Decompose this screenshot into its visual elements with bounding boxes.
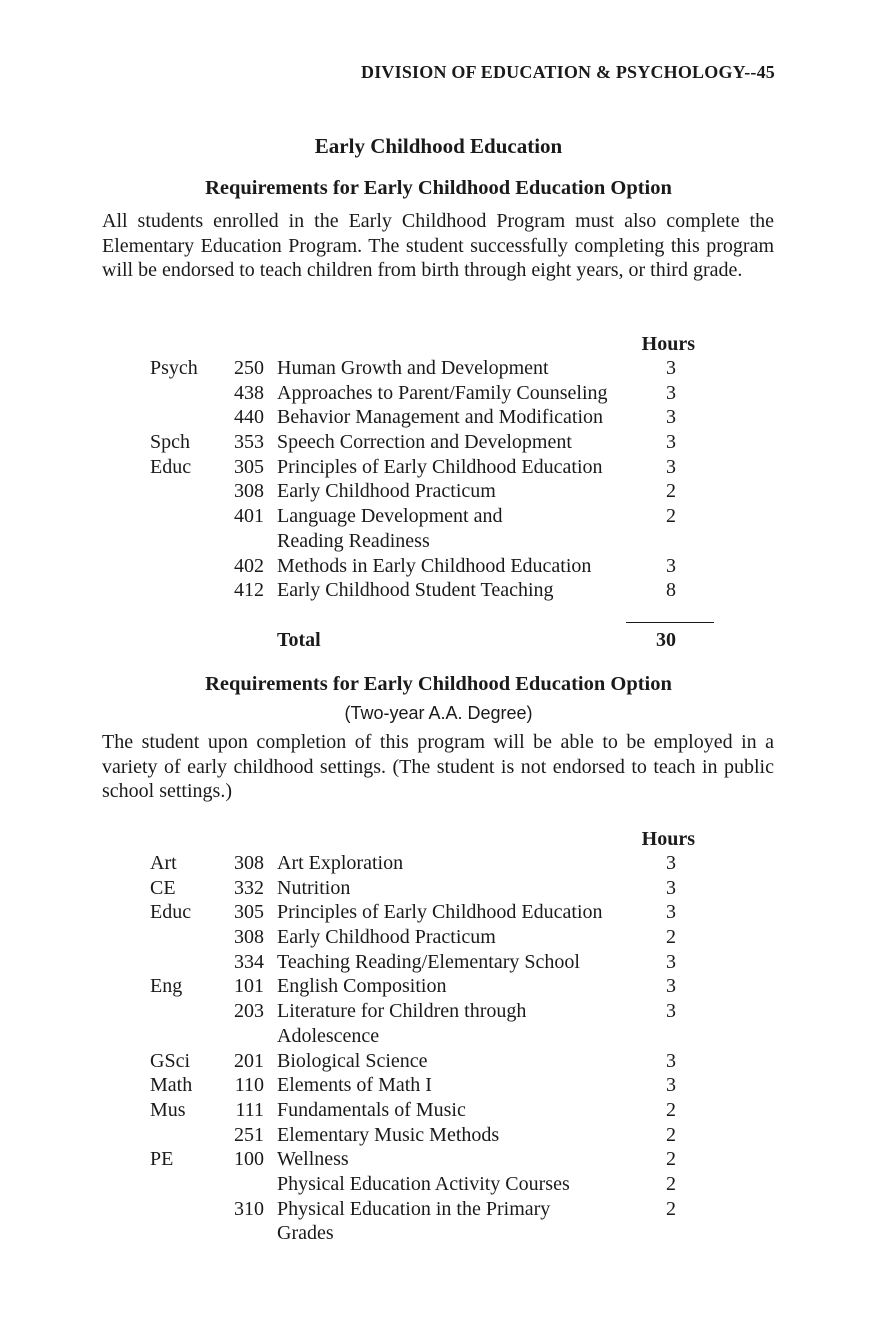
option1-title: Requirements for Early Childhood Education Option: [205, 177, 672, 199]
course-row: [0, 999, 883, 1024]
course-hours: 3: [666, 1000, 676, 1023]
course-row: [0, 1172, 883, 1197]
course-hours: 2: [666, 1148, 676, 1171]
course-number: 110: [234, 1074, 264, 1097]
course-number: 334: [234, 950, 264, 973]
course-hours: 2: [666, 1197, 676, 1220]
course-row: [0, 356, 883, 381]
course-title: Approaches to Parent/Family Counseling: [277, 381, 608, 404]
course-title: Principles of Early Childhood Education: [277, 901, 603, 924]
course-row: [0, 430, 883, 455]
course-number: 251: [234, 1123, 264, 1146]
course-row-continuation: [0, 529, 883, 554]
course-row: [0, 578, 883, 603]
option2-title: Requirements for Early Childhood Education Option: [205, 673, 672, 695]
course-dept: GSci: [150, 1049, 190, 1072]
course-title: Physical Education in the Primary: [277, 1197, 551, 1220]
course-hours: 3: [666, 1049, 676, 1072]
course-row: [0, 554, 883, 579]
course-row-continuation: [0, 1024, 883, 1049]
course-row: [0, 1049, 883, 1074]
course-title-continued: Grades: [277, 1222, 334, 1245]
course-number: 201: [234, 1049, 264, 1072]
course-hours: 8: [666, 579, 676, 602]
running-head: DIVISION OF EDUCATION & PSYCHOLOGY--45: [361, 62, 775, 82]
course-hours: 3: [666, 431, 676, 454]
course-hours: 3: [666, 950, 676, 973]
course-title: Elements of Math I: [277, 1074, 432, 1097]
course-row: [0, 900, 883, 925]
course-row-continuation: [0, 1221, 883, 1246]
course-dept: Art: [150, 852, 177, 874]
option2-description: The student upon completion of this program will be able to be employed in a variety of early childhood settings. (The student is not endorsed to teach in public school settings.): [102, 731, 774, 803]
course-hours: 3: [666, 852, 676, 874]
course-hours: 3: [666, 357, 676, 379]
course-hours: 3: [666, 406, 676, 429]
course-title: Wellness: [277, 1148, 349, 1171]
course-hours: 3: [666, 876, 676, 899]
course-number: 101: [234, 975, 264, 998]
course-number: 310: [234, 1197, 264, 1220]
course-hours: 3: [666, 1074, 676, 1097]
course-number: 308: [234, 480, 264, 503]
course-number: 305: [234, 455, 264, 478]
option1-total-label: Total: [277, 629, 321, 651]
course-dept: Eng: [150, 975, 183, 998]
course-number: 308: [234, 926, 264, 949]
option1-description: All students enrolled in the Early Childhood Program must also complete the Elementary Education Program. The student successfully completing this program will be endorsed to teach children from birth through eight years, or third grade.: [102, 210, 774, 282]
course-title: Speech Correction and Development: [277, 431, 572, 454]
course-number: 353: [234, 431, 264, 454]
course-number: 250: [234, 357, 264, 379]
course-dept: Psych: [150, 357, 198, 379]
course-row: [0, 1147, 883, 1172]
course-hours: 3: [666, 554, 676, 577]
course-title: Behavior Management and Modification: [277, 406, 604, 429]
course-title: Physical Education Activity Courses: [277, 1172, 570, 1195]
section-title: Early Childhood Education: [314, 134, 563, 158]
course-number: 100: [234, 1148, 264, 1171]
course-number: 402: [234, 554, 264, 577]
course-hours: 2: [666, 1123, 676, 1146]
course-title: Methods in Early Childhood Education: [277, 554, 592, 577]
course-hours: 3: [666, 901, 676, 924]
course-dept: Educ: [150, 455, 192, 478]
course-row: [0, 405, 883, 430]
course-row: [0, 504, 883, 529]
option2-course-table: [0, 851, 883, 1246]
course-number: 332: [234, 876, 264, 899]
course-dept: PE: [150, 1148, 174, 1171]
course-number: 438: [234, 381, 264, 404]
course-number: 203: [234, 1000, 264, 1023]
course-title: English Composition: [277, 975, 447, 998]
course-title: Fundamentals of Music: [277, 1098, 466, 1121]
course-title: Early Childhood Student Teaching: [277, 579, 554, 602]
course-title: Elementary Music Methods: [277, 1123, 500, 1146]
course-title: Nutrition: [277, 876, 351, 899]
option2-subtitle: (Two-year A.A. Degree): [344, 703, 533, 723]
course-dept: Educ: [150, 901, 192, 924]
course-title: Biological Science: [277, 1049, 428, 1072]
course-hours: 2: [666, 1098, 676, 1121]
course-hours: 2: [666, 480, 676, 503]
option1-hours-header: Hours: [641, 333, 695, 355]
course-hours: 3: [666, 975, 676, 998]
course-number: 111: [235, 1098, 264, 1121]
course-hours: 3: [666, 455, 676, 478]
course-row: [0, 479, 883, 504]
course-row: [0, 1197, 883, 1222]
course-number: 440: [234, 406, 264, 429]
course-title: Teaching Reading/Elementary School: [277, 950, 580, 973]
course-dept: Spch: [150, 431, 190, 454]
option1-course-table: [0, 356, 883, 603]
course-row: [0, 1123, 883, 1148]
course-hours: 2: [666, 926, 676, 949]
course-title-continued: Reading Readiness: [277, 529, 430, 552]
course-title: Early Childhood Practicum: [277, 926, 496, 949]
course-row: [0, 1098, 883, 1123]
course-row: [0, 1073, 883, 1098]
course-hours: 3: [666, 381, 676, 404]
course-hours: 2: [666, 505, 676, 528]
course-title: Principles of Early Childhood Education: [277, 455, 603, 478]
course-row: [0, 455, 883, 480]
course-dept: CE: [150, 876, 176, 899]
course-row: [0, 925, 883, 950]
total-rule: [626, 622, 714, 623]
course-row: [0, 851, 883, 876]
course-number: 308: [234, 852, 264, 874]
course-title: Art Exploration: [277, 852, 404, 874]
course-number: 401: [234, 505, 264, 528]
course-title: Early Childhood Practicum: [277, 480, 496, 503]
option1-total-hours: 30: [656, 629, 676, 651]
course-row: [0, 876, 883, 901]
course-row: [0, 381, 883, 406]
course-title: Human Growth and Development: [277, 357, 549, 379]
course-row: [0, 974, 883, 999]
course-number: 412: [234, 579, 264, 602]
course-title-continued: Adolescence: [277, 1024, 380, 1047]
option2-hours-header: Hours: [641, 828, 695, 850]
course-title: Literature for Children through: [277, 1000, 527, 1023]
course-number: 305: [234, 901, 264, 924]
course-hours: 2: [666, 1172, 676, 1195]
course-dept: Math: [150, 1074, 193, 1097]
course-dept: Mus: [150, 1098, 186, 1121]
course-title: Language Development and: [277, 505, 503, 528]
course-row: [0, 950, 883, 975]
